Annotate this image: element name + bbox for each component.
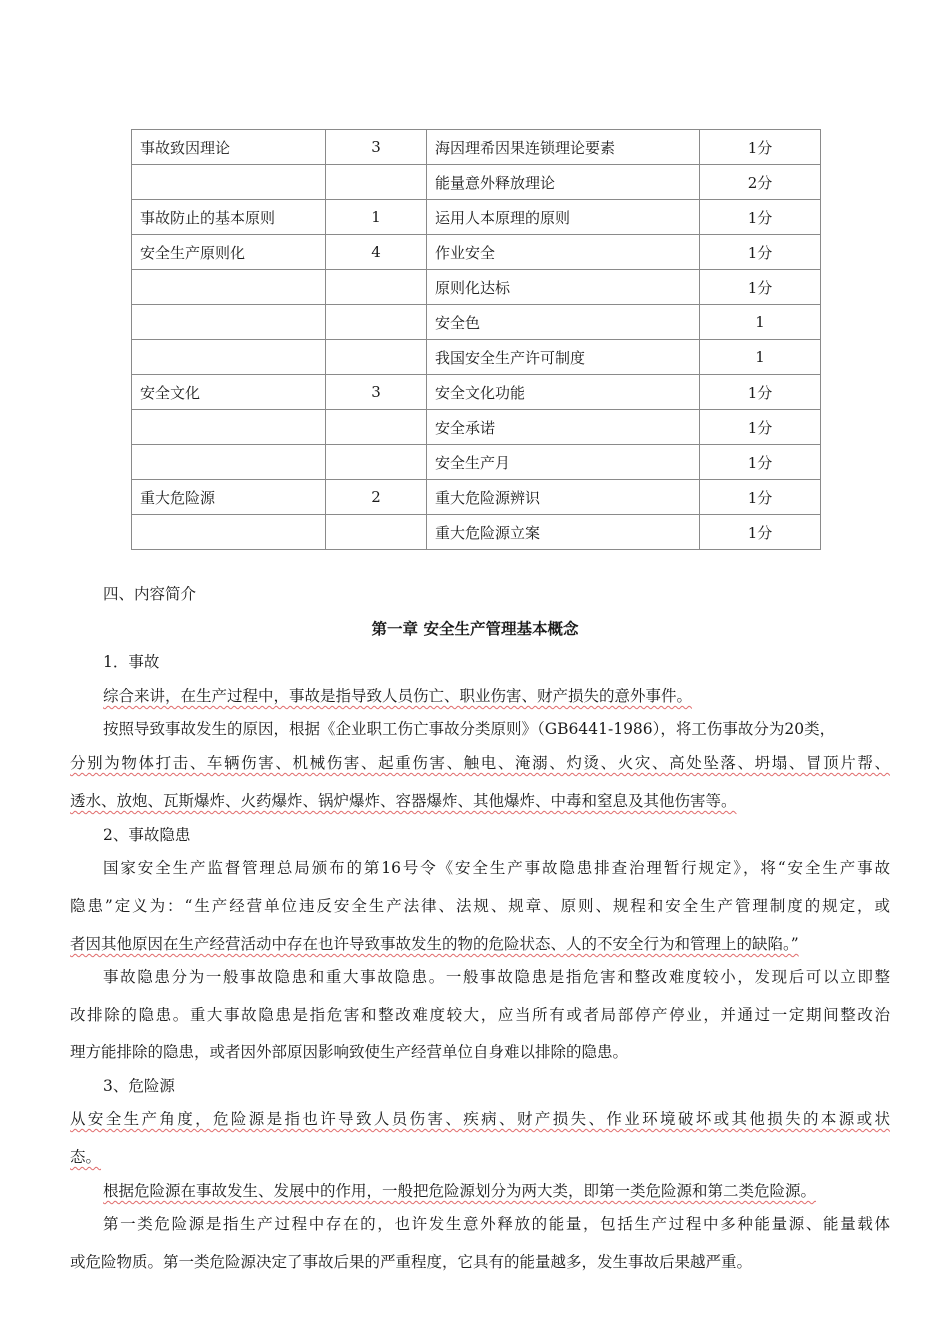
- item-cell: 海因理希因果连锁理论要素: [427, 130, 700, 165]
- item-cell: 原则化达标: [427, 270, 700, 305]
- count-cell: [326, 515, 427, 550]
- score-cell: 1分: [700, 200, 821, 235]
- count-cell: 2: [326, 480, 427, 515]
- item-cell: 重大危险源辨识: [427, 480, 700, 515]
- score-table-body: [132, 130, 821, 550]
- table-row: [132, 375, 821, 410]
- paragraph-accident-classification-line2: 分别为物体打击、车辆伤害、机械伤害、起重伤害、触电、淹溺、灼烫、火灾、高处坠落、坍塌、冒顶片帮、: [70, 754, 890, 772]
- count-cell: [326, 270, 427, 305]
- paragraph-accident-classification-line3: 透水、放炮、瓦斯爆炸、火药爆炸、锅炉爆炸、容器爆炸、其他爆炸、中毒和窒息及其他伤害等。: [70, 792, 737, 810]
- table-row: [132, 270, 821, 305]
- table-row: [132, 200, 821, 235]
- score-cell: 1分: [700, 410, 821, 445]
- topic-cell: [132, 165, 326, 200]
- score-cell: 1分: [700, 270, 821, 305]
- count-cell: 1: [326, 200, 427, 235]
- paragraph-first-class-line2: 或危险物质。第一类危险源决定了事故后果的严重程度，它具有的能量越多，发生事故后果越严重。: [70, 1253, 753, 1271]
- item-cell: 作业安全: [427, 235, 700, 270]
- item-cell: 安全文化功能: [427, 375, 700, 410]
- score-cell: 1: [700, 305, 821, 340]
- score-cell: 2分: [700, 165, 821, 200]
- score-cell: 1分: [700, 375, 821, 410]
- score-cell: 1: [700, 340, 821, 375]
- count-cell: 4: [326, 235, 427, 270]
- table-row: [132, 235, 821, 270]
- count-cell: [326, 305, 427, 340]
- paragraph-danger-types-line2: 改排除的隐患。重大事故隐患是指危害和整改难度较大，应当所有或者局部停产停业，并通过一定期间整改治: [70, 1006, 890, 1024]
- paragraph-hazard-definition-line2: 态。: [70, 1148, 102, 1166]
- paragraph-hazard-categories: 根据危险源在事故发生、发展中的作用，一般把危险源划分为两大类，即第一类危险源和第二类危险源。: [103, 1182, 817, 1200]
- count-cell: [326, 165, 427, 200]
- item-cell: 我国安全生产许可制度: [427, 340, 700, 375]
- score-cell: 1分: [700, 445, 821, 480]
- item-cell: 能量意外释放理论: [427, 165, 700, 200]
- paragraph-hidden-danger-line3: 者因其他原因在生产经营活动中存在也许导致事故发生的物的危险状态、人的不安全行为和管理上的缺陷。”: [70, 935, 799, 953]
- count-cell: 3: [326, 130, 427, 165]
- score-cell: 1分: [700, 235, 821, 270]
- table-row: [132, 445, 821, 480]
- paragraph-danger-types-line3: 理方能排除的隐患，或者因外部原因影响致使生产经营单位自身难以排除的隐患。: [70, 1043, 629, 1061]
- table-row: [132, 130, 821, 165]
- count-cell: [326, 340, 427, 375]
- item-cell: 运用人本原理的原则: [427, 200, 700, 235]
- paragraph-hazard-definition-line1: 从安全生产角度，危险源是指也许导致人员伤害、疾病、财产损失、作业环境破坏或其他损失的本源或状: [70, 1110, 890, 1128]
- topic-cell: 安全文化: [132, 375, 326, 410]
- table-row: [132, 515, 821, 550]
- table-row: [132, 305, 821, 340]
- topic-cell: [132, 410, 326, 445]
- chapter-title: 第一章 安全生产管理基本概念: [371, 619, 579, 638]
- topic-cell: 事故致因理论: [132, 130, 326, 165]
- table-row: [132, 165, 821, 200]
- score-cell: 1分: [700, 515, 821, 550]
- topic-cell: [132, 340, 326, 375]
- table-row: [132, 340, 821, 375]
- topic-cell: 安全生产原则化: [132, 235, 326, 270]
- topic-cell: [132, 445, 326, 480]
- paragraph-hidden-danger-line2: 隐患”定义为：“生产经营单位违反安全生产法律、法规、规章、原则、规程和安全生产管理制度的规定，或: [70, 897, 890, 915]
- item-cell: 安全色: [427, 305, 700, 340]
- topic-cell: [132, 305, 326, 340]
- paragraph-first-class-line1: 第一类危险源是指生产过程中存在的，也许发生意外释放的能量，包括生产过程中多种能量源、能量载体: [103, 1215, 890, 1233]
- item-cell: 安全生产月: [427, 445, 700, 480]
- table-row: [132, 480, 821, 515]
- section-title: 四、内容简介: [103, 585, 197, 603]
- heading-hidden-danger: 2、事故隐患: [103, 826, 191, 844]
- paragraph-accident-definition: 综合来讲，在生产过程中，事故是指导致人员伤亡、职业伤害、财产损失的意外事件。: [103, 687, 693, 705]
- score-table: [131, 129, 821, 550]
- item-cell: 重大危险源立案: [427, 515, 700, 550]
- count-cell: [326, 445, 427, 480]
- topic-cell: [132, 270, 326, 305]
- score-cell: 1分: [700, 130, 821, 165]
- count-cell: 3: [326, 375, 427, 410]
- paragraph-accident-classification-line1: 按照导致事故发生的原因，根据《企业职工伤亡事故分类原则》（GB6441-1986），将工伤事故分为20类，: [103, 720, 836, 738]
- heading-accident: 1．事故: [103, 653, 160, 671]
- table-row: [132, 410, 821, 445]
- count-cell: [326, 410, 427, 445]
- heading-hazard-source: 3、危险源: [103, 1077, 175, 1095]
- paragraph-danger-types-line1: 事故隐患分为一般事故隐患和重大事故隐患。一般事故隐患是指危害和整改难度较小，发现后可以立即整: [103, 968, 890, 986]
- topic-cell: 事故防止的基本原则: [132, 200, 326, 235]
- topic-cell: 重大危险源: [132, 480, 326, 515]
- topic-cell: [132, 515, 326, 550]
- score-cell: 1分: [700, 480, 821, 515]
- paragraph-hidden-danger-line1: 国家安全生产监督管理总局颁布的第16号令《安全生产事故隐患排查治理暂行规定》，将“安全生产事故: [103, 859, 890, 877]
- item-cell: 安全承诺: [427, 410, 700, 445]
